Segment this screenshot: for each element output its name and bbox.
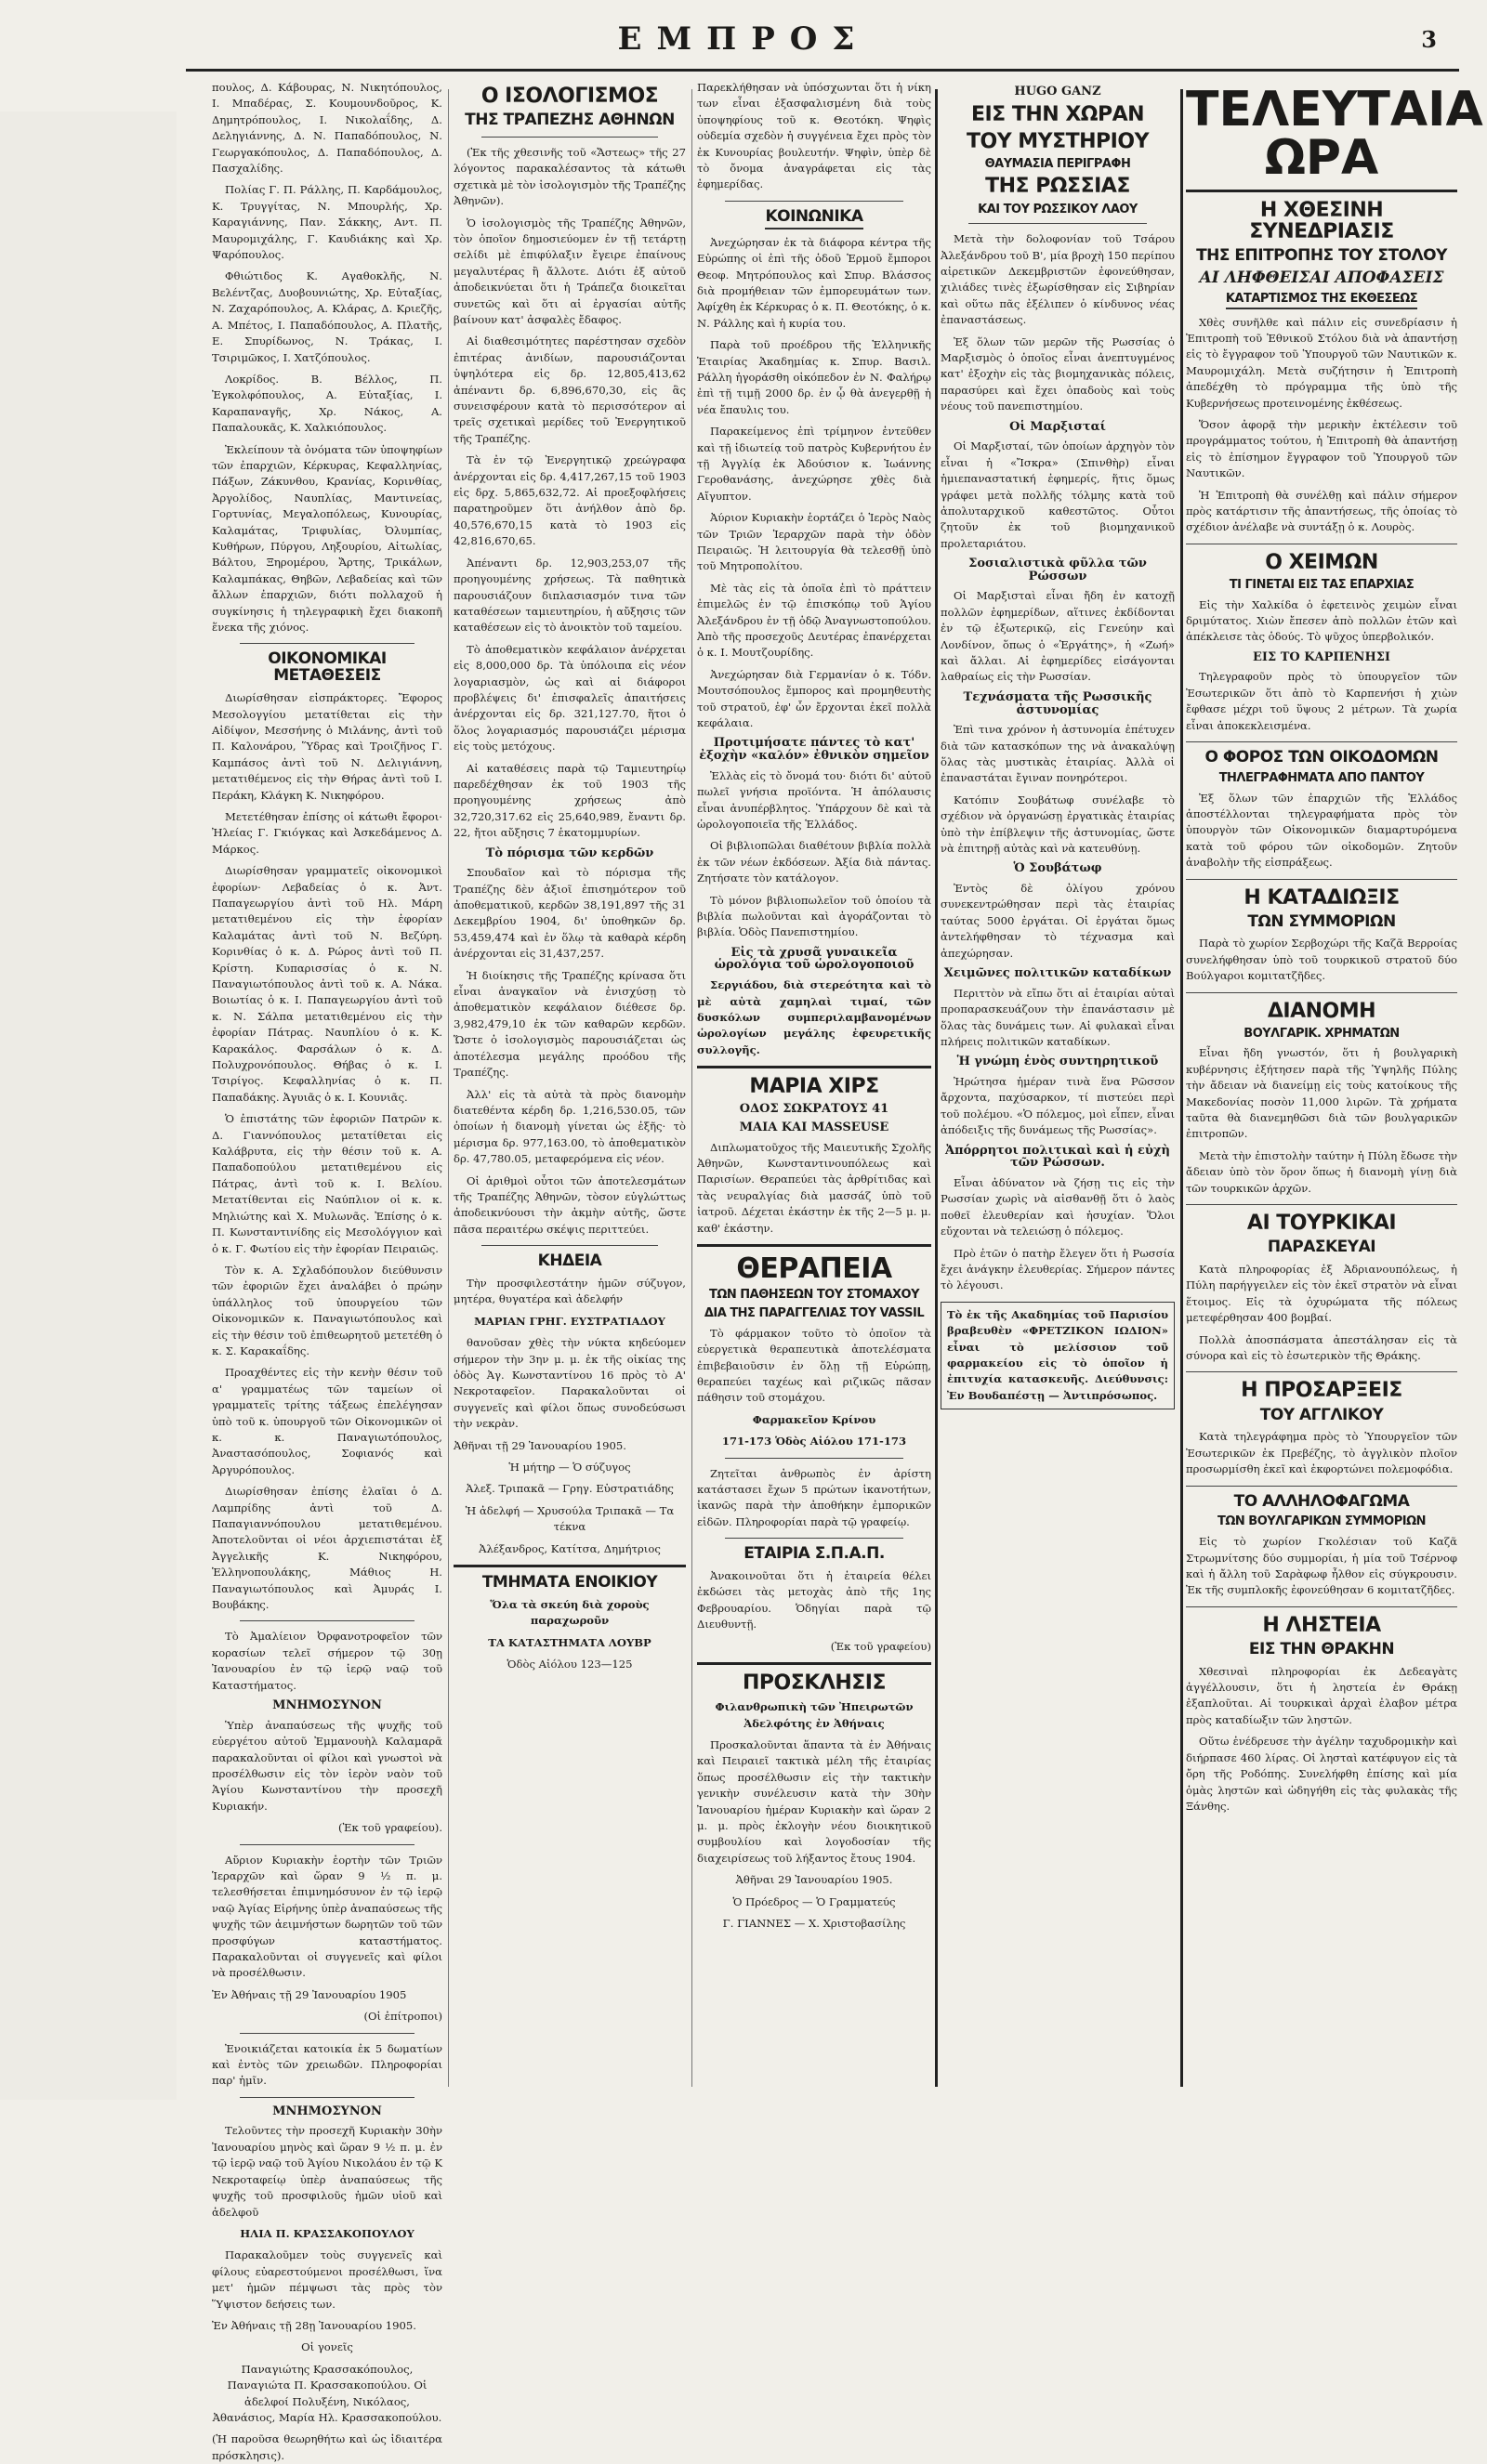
subheadline: ΚΑΙ ΤΟΥ ΡΩΣΣΙΚΟΥ ΛΑΟΥ [978, 202, 1138, 216]
headline [697, 206, 931, 229]
article-text: θανοῦσαν χθὲς τὴν νύκτα κηδεύομεν σήμερον τὴν 3ην μ. μ. ἐκ τῆς οἰκίας της ὁδὸς Ἀγ. Κωνσταντίνου 16 πρὸς τὸ Α' Νεκροταφεῖον. Παρακαλοῦνται οἱ συγγενεῖς καὶ φίλοι ὅπως συνοδεύσωσι τὴν νεκρὰν. [454, 1336, 686, 1431]
article-text: Αὔριον Κυριακὴν ἑορτὴν τῶν Τριῶν Ἱεραρχῶν καὶ ὥραν 9 ½ π. μ. τελεσθήσεται ἐπιμνημόσυνον ἐν τῷ ἱερῷ ναῷ Ἀγίας Εἰρήνης ὑπὲρ ἀναπαύσεως τῆς ψυχῆς τῶν ἀειμνήστων δωρητῶν τοῦ τῶν προσφύγων καταστήματος. Παρακαλοῦνται οἱ συγγενεῖς καὶ φίλοι νὰ προσέλθωσιν. [212, 1853, 442, 1980]
section-heading: Σοσιαλιστικὰ φῦλλα τῶν Ρώσσων [968, 557, 1147, 583]
article-text: Πρὸ ἐτῶν ὁ πατὴρ ἔλεγεν ὅτι ἡ Ρωσσία ἔχει ἀνάγκην ἐλευθερίας. Σήμερον πάντες τὸ λέγουσι. [941, 1246, 1175, 1292]
ad-heading: Εἰς τὰ χρυσᾶ γυναικεῖα ὡρολόγια τοῦ ὡρολογοποιοῦ [714, 945, 915, 973]
article-text: Διωρίσθησαν ἐπίσης ἐλαῖαι ὁ Δ. Λαμπρίδης ἀντὶ τοῦ Δ. Παπαγιαννόπουλου μετατιθεμένου. Ἀποτελοῦνται οἱ νέοι ἀρχιεπιστάται ἐξ Ἀγγελικῆς Κ. Νικηφόρου, Ἑλληνοπουλάκης, Μάθιος Η. Παναγιωτόπουλος καὶ Ἀμυράς Ι. Βουβάκης. [212, 1485, 442, 1612]
separator [481, 1245, 658, 1246]
article-text: Ἐνοικιάζεται κατοικία ἐκ 5 δωματίων καὶ ἐντὸς τῶν χρειωδῶν. Πληροφορίαι παρ' ἡμῖν. [212, 2041, 442, 2088]
article-text: Μετετέθησαν ἐπίσης οἱ κάτωθι ἔφοροι· Ἠλείας Γ. Γκιόγκας καὶ Ἀσκεδάμενος Δ. Μάρκος. [212, 809, 442, 856]
separator [1186, 190, 1457, 192]
section-heading: Ἡ γνώμη ἑνὸς συντηρητικοῦ [956, 1055, 1159, 1069]
article-text: Κατὰ πληροφορίας ἐξ Ἀδριανουπόλεως, ἡ Πύλη παρήγγειλεν εἰς τὸν ἐκεῖ στρατὸν νὰ εἶναι ἕτοιμος. Εἰς τὰ ὀχυρώματα τῆς πόλεως μετεφέρθησαν 400 βομβαί. [1186, 1263, 1457, 1325]
subheadline: ΤΗΛΕΓΡΑΦΗΜΑΤΑ ΑΠΟ ΠΑΝΤΟΥ [1218, 770, 1425, 785]
note: (Ἡ παροῦσα θεωρηθήτω καὶ ὡς ἰδιαιτέρα πρόσκλησις). [212, 2432, 442, 2462]
article-text: Ἐντὸς δὲ ὀλίγου χρόνου συνεκεντρώθησαν περὶ τὰς ἑταιρίας ταύτας 5000 ἐργάται. Οἱ ἐργάται ὅμως ἀντελήφθησαν τὸ τέχνασμα καὶ ἀπεχώρησαν. [941, 882, 1175, 960]
newspaper-title: ΕΜΠΡΟΣ [617, 20, 870, 58]
article-text: Μετὰ τὴν ἐπιστολὴν ταύτην ἡ Πύλη ἔδωσε τὴν ἄδειαν ὑπὸ τὸν ὅρον ὅπως ἡ διανομὴ γίνῃ διὰ τῶν τουρκικῶν ἀρχῶν. [1186, 1148, 1457, 1195]
article-text: Ἐπὶ τινα χρόνον ἡ ἀστυνομία ἐπέτυχεν διὰ τῶν κατασκόπων της νὰ ἀνακαλύψῃ ὅλας τὰς μυστικὰς ἑταιρίας. Ἀλλὰ οἱ ἐπαναστάται ἔγιναν πονηρότεροι. [941, 723, 1175, 785]
signature: Ἀθῆναι 29 Ἰανουαρίου 1905. [735, 1873, 893, 1887]
signature: Ἡ ἀδελφή — Χρυσούλα Τριπακᾶ — Τα τέκνα [465, 1503, 675, 1534]
article-text: Τὸ Ἀμαλίειον Ὀρφανοτροφεῖον τῶν κορασίων τελεῖ σήμερον τῷ 30ῃ Ἰανουαρίου ἐν τῷ ἱερῷ ναῷ τοῦ Καταστήματος. [212, 1630, 442, 1692]
subheadline: ΤΗΣ ΤΡΑΠΕΖΗΣ ΑΘΗΝΩΝ [465, 111, 675, 130]
subheadline-text: ΚΑΤΑΡΤΙΣΜΟΣ ΤΗΣ ΕΚΘΕΣΕΩΣ [1226, 293, 1417, 309]
separator [240, 1620, 415, 1621]
article-text: Κατὰ τηλεγράφημα πρὸς τὸ Ὑπουργεῖον τῶν Ἐσωτερικῶν ἐκ Πρεβέζης, τὸ ἀγγλικὸν πλοῖον προσωρμίσθη ἐκεῖ καὶ ἐκφορτώνει πολεμοφόδια. [1186, 1430, 1457, 1476]
article-text: Σπουδαῖον καὶ τὸ πόρισμα τῆς Τραπέζης δὲν ἀξιοῖ ἐπισημότερον τοῦ ἀποθεματικοῦ, κερδῶν 38,191,897 τῆς 31 Δεκεμβρίου 1904, δι' ὑποθηκῶν δρ. 53,459,474 καὶ ἐν ὅλῳ τὰ καθαρὰ κέρδη ἀνέρχονται εἰς 31,437,257. [454, 866, 686, 961]
headline: ΑΙ ΤΟΥΡΚΙΚΑΙ [1246, 1212, 1397, 1236]
column-divider [448, 89, 449, 2087]
headline: ΠΡΟΣΚΛΗΣΙΣ [743, 1671, 886, 1696]
article-text: Πολλὰ ἀποσπάσματα ἀπεστάλησαν εἰς τὰ σύνορα καὶ εἰς τὸ ἐσωτερικὸν τῆς Θράκης. [1186, 1332, 1457, 1363]
headline: Η ΠΡΟΣΑΡΞΕΙΣ [1241, 1379, 1402, 1403]
boxed-ad: Τὸ ἐκ τῆς Ακαδημίας τοῦ Παρισίου βραβευθὲν «ΦΡΕΤΖΙΚΟΝ ΙΩΔΙΟΝ» εἶναι τὸ μελίσσιον τοῦ φαρμακείου εἰς τὸ ὁποῖον ἡ ἐπιτυχία κατασκευῆς. Διεύθυνσις: Ἐν Βουδαπέστῃ — Ἀντιπρόσωπος. [941, 1302, 1175, 1409]
article-text: Κατόπιν Σουβάτωφ συνέλαβε τὸ σχέδιον νὰ ὀργανώσῃ ἐργατικὰς ἑταιρίας ὑπὸ τὴν ἐπίβλεψιν τῆς ἀστυνομίας, ὥστε νὰ ἐπιτηρῇ αὐτὰς καὶ νὰ κατευθύνῃ. [941, 793, 1175, 855]
separator [1186, 1204, 1457, 1205]
masthead [0, 0, 1487, 80]
subheadline: ΑΙ ΛΗΦΘΕΙΣΑΙ ΑΠΟΦΑΣΕΙΣ [1199, 269, 1444, 288]
ad-headline: ΕΤΑΙΡΙΑ Σ.Π.Α.Π. [744, 1544, 885, 1564]
subheadline [1186, 293, 1457, 309]
ad-text: Ὅλα τὰ σκεύη διὰ χοροὺς παραχωροῦν [490, 1597, 650, 1628]
article-text: Τηλεγραφοῦν πρὸς τὸ ὑπουργεῖον τῶν Ἐσωτερικῶν ὅτι ἀπὸ τὸ Καρπενήσι ἡ χιὼν ἔφθασε μέχρι τοῦ ὕψους 2 μέτρων. Τὰ χωρία εἶναι ἀποκεκλεισμένα. [1186, 670, 1457, 732]
article-text: Ὑπὲρ ἀναπαύσεως τῆς ψυχῆς τοῦ εὐεργέτου αὐτοῦ Ἐμμανουὴλ Καλαμαρᾶ παρακαλοῦνται οἱ φίλοι καὶ γνωστοὶ νὰ προσέλθωσιν εἰς τὸν ἱερὸν ναὸν τοῦ Ἁγίου Κωνσταντίνου τὴν προσεχῆ Κυριακήν. [212, 1718, 442, 1813]
subheadline: ΤΗΣ ΡΩΣΣΙΑΣ [985, 175, 1130, 199]
article-text: Οἱ βιβλιοπῶλαι διαθέτουν βιβλία πολλὰ ἐκ τῶν νέων ἐκδόσεων. Ἀξία διὰ πάντας. Ζητήσατε τὸν κατάλογον. [697, 839, 931, 885]
article-text: Οἱ Μαρξισταί, τῶν ὁποίων ἀρχηγὸν τὸν εἶναι ἡ «Ἴσκρα» (Σπινθὴρ) εἶναι ἡμιεπαναστατική ἐφημερίς, ἥτις ὅμως γράφει μετὰ πολλῆς τόλμης κατὰ τοῦ ἀπολυταρχικοῦ καθεστῶτος. Οὗτοι ζητοῦν ἐκ τοῦ βιομηχανικοῦ προλεταριάτου. [941, 439, 1175, 550]
article-text: Τὸ μόνον βιβλιοπωλεῖον τοῦ ὁποίου τὰ βιβλία πωλοῦνται καὶ ἀγοράζονται τὸ βιβλία. Ὁδὸς Πανεπιστημίου. [697, 893, 931, 939]
article-text: Παρὰ τοῦ προέδρου τῆς Ἑλληνικῆς Ἑταιρίας Ἀκαδημίας κ. Σπυρ. Βασιλ. Ράλλη ἠγοράσθη οἰκόπεδον ἐν Ν. Φαλήρῳ ἐπὶ τῇ τιμῇ 2000 δρ. ἐν ᾧ θὰ ἀνεγερθῇ ἡ νέα ἔπαυλις του. [697, 338, 931, 416]
article-text: Διωρίσθησαν γραμματεῖς οἰκονομικοὶ ἐφορίων· Λεβαδείας ὁ κ. Ἀντ. Παπαγεωργίου ἀντὶ τοῦ Ηλ. Μάρη μετατιθεμένου εἰς τὴν ἐφορίαν Καλαμάτας ἀντὶ τοῦ Ν. Βεζύρη. Κορινθίας ὁ κ. Δ. Ρώρος ἀντὶ τοῦ Π. Κρίστη. Κυπαρισσίας ὁ κ. Ν. Παναγιωτόπουλος ἀντὶ τοῦ κ. Α. Νάκα. Βοιωτίας ὁ κ. Ι. Παπαγεωργίου ἀντὶ τοῦ κ. Ν. Σάλπα μετατιθεμένου εἰς τὴν ἐφορίαν Πάτρας. Ναυπλίου ὁ κ. Κ. Καρακάλος. Φαρσάλων ὁ κ. Δ. Πολυχρονόπουλος. Θήβας ὁ κ. Ι. Τσιρίγος. Κεφαλληνίας ὁ κ. Π. Παπαδάκης. Ἀγυιᾶς ὁ κ. Ι. Κουνιᾶς. [212, 864, 442, 1104]
signature: Ἡ μήτηρ — Ὁ σύζυγος [508, 1461, 631, 1474]
article-text: Χθεσιναὶ πληροφορίαι ἐκ Δεδεαγὰτς ἀγγέλλουσιν, ὅτι ἡ ληστεία ἐν Θράκῃ ἐξαπλοῦται. Αἱ τουρκικαὶ ἀρχαὶ ἐλαβον μέτρα πρὸς καταδίωξιν τῶν ληστῶν. [1186, 1664, 1457, 1726]
headline: ΟΙΚΟΝΟΜΙΚΑΙ ΜΕΤΑΘΕΣΕΙΣ [268, 649, 387, 686]
headline: ΔΙΑΝΟΜΗ [1267, 999, 1376, 1023]
article-text: Ἀπέναντι δρ. 12,903,253,07 τῆς προηγουμένης χρήσεως. Τὰ παθητικὰ παρουσιάζουν διπλασιασμόν τινα τῶν καταθέσεων ταμιευτηρίου, ἡ αὔξησις τῶν καταθέσεων εἰς τὸ ἀνοικτὸν τοῦ ταμείου. [454, 556, 686, 635]
subheadline: ΤΩΝ ΒΟΥΛΓΑΡΙΚΩΝ ΣΥΜΜΟΡΙΩΝ [1217, 1514, 1426, 1529]
separator [240, 2033, 415, 2034]
article-text: Ἀλλ' εἰς τὰ αὐτὰ τὰ πρὸς διανομὴν διατεθέντα κέρδη δρ. 1,216,530.05, τῶν ὁποίων ἡ διανομὴ γίνεται ὡς ἑξῆς· τὸ μέρισμα δρ. 977,163.00, τὸ ἀποθεματικὸν δρ. 47,780.05, μεταφερόμενα εἰς νέον. [454, 1087, 686, 1166]
article-text: Αἱ διαθεσιμότητες παρέστησαν σχεδὸν ἐπιτέρας ἀνιδίων, παρουσιάζονται ὑψηλότερα εἰς δρ. 12,805,413,62 ἀπέναντι δρ. 6,896,670,30, εἰς ἃς συνεισφέρουν κατὰ τὸ περισσότερον αἱ τρεῖς σχετικαὶ μερίδες τοῦ Ἐνεργητικοῦ τῆς Τραπέζης. [454, 334, 686, 445]
headline: Ο ΦΟΡΟΣ ΤΩΝ ΟΙΚΟΔΟΜΩΝ [1204, 748, 1439, 767]
subheadline: ΤΙ ΓΙΝΕΤΑΙ ΕΙΣ ΤΑΣ ΕΠΑΡΧΙΑΣ [1229, 577, 1415, 592]
article-text: Παρεκλήθησαν νὰ ὑπόσχωνται ὅτι ἡ νίκη των εἶναι ἐξασφαλισμένη διὰ τοὺς ὑποψηφίους τοῦ κ. Θεοτόκη. Ψηφὶς οὐδεμία σχεδὸν ἡ συγγένεια ἔχει πρὸς τὸν ἐκ Κυνουρίας βουλευτήν. Ψηφὶν, ὑπὲρ δὲ τὸ ὄνομα ἀναγράφεται εἰς τὰς ἐφημερίδας. [697, 81, 931, 191]
article-text: Τὸ φάρμακον τοῦτο τὸ ὁποῖον τὰ εὐεργετικὰ θεραπευτικὰ ἀποτελέσματα ἐπιβεβαιοῦσιν ἐν ὅλῃ τῇ Εὐρώπῃ, θεραπεύει ταχέως καὶ ριζικῶς πᾶσαν πάθησιν τοῦ στομάχου. [697, 1326, 931, 1405]
ad-name: ΤΑ ΚΑΤΑΣΤΗΜΑΤΑ ΛΟΥΒΡ [488, 1635, 651, 1649]
headline: ΚΗΔΕΙΑ [537, 1252, 602, 1271]
person-name: ΗΛΙΑ Π. ΚΡΑΣΣΑΚΟΠΟΥΛΟΥ [240, 2226, 415, 2240]
article-text: Εἰς τὴν Χαλκίδα ὁ ἐφετεινὸς χειμὼν εἶναι δριμύτατος. Χιὼν ἔπεσεν ἀπὸ πολλῶν ἐτῶν καὶ ἀπέκλεισε τὰς ὁδούς. Τὸ ψῦχος ὑπερβολικόν. [1186, 597, 1457, 644]
article-text: Προαχθέντες εἰς τὴν κενὴν θέσιν τοῦ α' γραμματέως τῶν ταμείων οἱ γραμματεῖς τρίτης τάξεως ἐπελέγησαν ὑπὸ τοῦ κ. ὑπουργοῦ τῶν Οἰκονομικῶν οἱ κ. κ. Παναγιωτόπουλος, Ἀναστασόπουλος, Σοφιανός καὶ Ἀργυρόπουλος. [212, 1366, 442, 1476]
separator [1186, 879, 1457, 880]
subheadline: ΒΟΥΛΓΑΡΙΚ. ΧΡΗΜΑΤΩΝ [1244, 1026, 1400, 1041]
article-text: Οἱ ἀριθμοὶ οὗτοι τῶν ἀποτελεσμάτων τῆς Τραπέζης Ἀθηνῶν, τὸσον εὐγλώττως ἀποδεικνύουσι τὴν ἀκμὴν αὐτῆς, ὥστε πᾶσα περαιτέρω σκέψις περιττεύει. [454, 1173, 686, 1236]
article-text: Αἱ καταθέσεις παρὰ τῷ Ταμιευτηρίῳ παρεδέχθησαν ἐκ τοῦ 1903 τῆς προηγουμένης χρήσεως ἀπὸ 32,720,317.62 εἰς 25,640,989, ἔναντι δρ. 22, ἤτοι αὔξησις 7 ἑκατομμυρίων. [454, 761, 686, 840]
article-subtitle: Φιλανθρωπικὴ τῶν Ἠπειρωτῶν Ἀδελφότης ἐν Ἀθήναις [715, 1700, 914, 1730]
ad-subtitle: ΔΙΑ ΤΗΣ ΠΑΡΑΓΓΕΛΙΑΣ ΤΟΥ VASSIL [704, 1306, 925, 1321]
article-text: Τελοῦντες τὴν προσεχῆ Κυριακὴν 30ὴν Ἰανουαρίου μηνὸς καὶ ὥραν 9 ½ π. μ. ἐν τῷ ἱερῷ ναῷ τοῦ Ἁγίου Νικολάου ἐν τῷ Κ Νεκροταφείῳ ὑπὲρ ἀναπαύσεως τῆς ψυχῆς τοῦ προσφιλοῦς ἡμῶν υἱοῦ καὶ ἀδελφοῦ [212, 2124, 442, 2219]
author-name: HUGO GANZ [1014, 85, 1101, 98]
article-text: Ἡ Ἐπιτροπὴ θὰ συνέλθῃ καὶ πάλιν σήμερον πρὸς κατάρτισιν τῆς ἀπαντήσεως, τῆς ὁποίας τὸ σχέδιον ἀνέλαβε νὰ συντάξῃ ὁ κ. Λουρὸς. [1186, 488, 1457, 534]
separator [697, 1244, 931, 1247]
headline: ΜΝΗΜΟΣΥΝΟΝ [272, 1698, 382, 1713]
signature: Ἀλεξ. Τριπακᾶ — Γρηγ. Εὐστρατιάδης [466, 1482, 674, 1496]
headline: Η ΧΘΕΣΙΝΗ ΣΥΝΕΔΡΙΑΣΙΣ [1249, 199, 1394, 244]
article-text: Περιττὸν νὰ εἴπω ὅτι αἱ ἑταιρίαι αὐταὶ προπαρασκευάζουν τὴν ἐπανάστασιν μὲ ὅλας τὰς δυνάμεις των. Αἱ φυλακαὶ εἶναι πλήρεις πολιτικῶν καταδίκων. [941, 986, 1175, 1048]
column-2 [454, 80, 686, 2096]
headline: ΜΝΗΜΟΣΥΝΟΝ [272, 2104, 382, 2118]
article-text: Ἠρώτησα ἡμέραν τινὰ ἕνα Ρῶσσον ἄρχοντα, παχύσαρκον, τί πιστεύει περὶ τοῦ πολέμου. «Ὁ πόλεμος, μοὶ εἶπεν, εἶναι ἀπόδειξις τῆς δυνάμεως τῆς Ρωσσίας». [941, 1074, 1175, 1137]
ad-heading: Προτιμήσατε πάντες τὸ κατ' ἐξοχὴν «καλόν» ἐθνικὸν σημεῖον [699, 736, 929, 764]
separator [454, 1565, 686, 1567]
article-text: Προσκαλοῦνται ἅπαντα τὰ ἐν Ἀθήναις καὶ Πειραιεῖ τακτικὰ μέλη τῆς ἐταιρίας ὅπως προσέλθωσιν εἰς τὴν τακτικὴν γενικὴν συνέλευσιν κατὰ τὴν 30ὴν Ἰανουαρίου ἡμέραν Κυριακὴν καὶ ὥραν 2 μ. μ. πρὸς ἐκλογὴν νέου διοικητικοῦ συμβουλίου καὶ λογοδοσίαν τῆς διαχειρίσεως τοῦ λήξαντος ἔτους 1904. [697, 1737, 931, 1865]
article-text: Ἐκλείπουν τὰ ὀνόματα τῶν ὑποψηφίων τῶν ἐπαρχιῶν, Κέρκυρας, Κεφαλληνίας, Πάξων, Ζάκυνθου, Κρανίας, Κορινθίας, Ἀργολίδος, Ναυπλίας, Μαντινείας, Γορτυνίας, Μεγαλοπόλεως, Κυνουρίας, Καλαμάτας, Τριφυλίας, Ὀλυμπίας, Κυθήρων, Πύργου, Ληξουρίου, Αἰτωλίας, Βάλτου, Ξηρομέρου, Ἄρτης, Τρικάλων, Καλαμπάκας, Θηβῶν, Λεβαδείας καὶ τῶν ἄλλων ἐπαρχιῶν, διότι πολλαχοῦ ἡ συγκίνησις ἡ τηλεγραφικὴ ἔχει διακοπῆ ἕνεκα τῆς χιόνος. [212, 442, 442, 634]
signature: Παναγιώτης Κρασσακόπουλος, Παναγιώτα Π. Κρασσακοπούλου. Οἱ ἀδελφοί Πολυξένη, Νικόλαος, Ἀθανάσιος, Μαρία Ηλ. Κρασσακοπούλου. [212, 2362, 442, 2424]
signature: Ὁ Πρόεδρος — Ὁ Γραμματεύς [732, 1894, 896, 1908]
article-text: Ἡ διοίκησις τῆς Τραπέζης κρίνασα ὅτι εἶναι ἀναγκαῖον νὰ ἐνισχύσῃ τὸ ἀποθεματικὸν κεφάλαιον διέθεσε δρ. 3,982,479,10 ἐκ τῶν καθαρῶν κερδῶν. Ὥστε ὁ ἰσολογισμὸς παρουσιάζεται ὡς ἀποτέλεσμα μεγάλης προόδου τῆς Τραπέζης. [454, 968, 686, 1080]
column-divider [691, 89, 692, 2087]
masthead-rule [186, 69, 1459, 72]
separator [1186, 992, 1457, 993]
article-text: Πολίας Γ. Π. Ράλλης, Π. Καρδάμουλος, Κ. Τρυγγίτας, Ν. Μπουρλής, Χρ. Καραγιάννης, Παν. Σάκκης, Αντ. Π. Μαυρομιχάλης, Γ. Καυδιάκης καὶ Χρ. Ψαρόπουλος. [212, 183, 442, 262]
column-divider [1180, 89, 1183, 2087]
separator [240, 1844, 415, 1845]
subheadline: ΕΙΣ ΤΗΝ ΘΡΑΚΗΝ [1248, 1639, 1395, 1658]
article-text: Ἐξ ὅλων τῶν μερῶν τῆς Ρωσσίας ὁ Μαρξισμὸς ὁ ὁποῖος εἶναι ἀνεπτυγμένος κατ' ἐξοχὴν εἰς τὰς βιομηχανικὰς πόλεις, παρασύρει καὶ ἔχει ὀπαδοὺς καὶ τοὺς νέους τοῦ πανεπιστημίου. [941, 334, 1175, 413]
headline: Η ΛΗΣΤΕΙΑ [1262, 1613, 1381, 1637]
ad-subtitle: ΜΑΙΑ ΚΑΙ MASSEUSE [739, 1120, 889, 1134]
ad-address: 171-173 Ὁδὸς Αἰόλου 171-173 [721, 1435, 907, 1448]
separator [481, 137, 658, 138]
section-heading: Τεχνάσματα τῆς Ρωσσικῆς ἀστυνομίας [963, 689, 1152, 717]
subheadline: ΤΟΥ ΑΓΓΛΙΚΟΥ [1259, 1405, 1384, 1424]
separator [725, 201, 903, 202]
headline: ΤΟ ΑΛΛΗΛΟΦΑΓΩΜΑ [1233, 1491, 1410, 1511]
article-text: Μὲ τὰς εἰς τὰ ὁποῖα ἐπὶ τὸ πράττειν ἐπιμελῶς ἐν τῷ ἐπισκόπῳ τοῦ Ἁγίου Ἀλεξάνδρου ἐν τῇ ὁδῷ Ἀναγνωστοπούλου. Ἀπὸ τῆς προσεχοῦς Δευτέρας ἐπανέρχεται ὁ κ. Ι. Μουτζουρίδης. [697, 581, 931, 660]
article-text: Ζητεῖται ἀνθρωπὸς ἐν ἀρίστη κατάστασει ἔχων 5 πρώτων ἱκανοτήτων, ἰκανῶς παρὰ τὴν ἀποθήκην ἐμπορικῶν εἰδῶν. Πληροφορίαι παρὰ τῷ γραφείῳ. [697, 1466, 931, 1528]
column-5 [1186, 80, 1483, 2096]
ad-name: Φαρμακεῖον Κρίνου [752, 1412, 876, 1426]
article-text: Σεργιάδου, διὰ στερεότητα καὶ τὸ μὲ αὐτὰ χαμηλαὶ τιμαί, τῶν δυσκόλων συμπεριλαμβανομένων ὡρολογίων μεγάλης ἐφευρετικῆς συλλογῆς. [697, 978, 931, 1056]
headline: ΤΟΥ ΜΥΣΤΗΡΙΟΥ [966, 129, 1149, 153]
article-text: πουλος, Δ. Κάβουρας, Ν. Νικητόπουλος, Ι. Μπαδέρας, Σ. Κουμουνδοῦρος, Κ. Δημητρόπουλος, Ι. Νικολαΐδης, Δ. Δεληγιάννης, Δ. Ν. Παπαδόπουλος, Ν. Γεωργακόπουλος, Δ. Παπαδόπουλος, Δ. Πασχαλίδης. [212, 81, 442, 176]
banner-headline: ΤΕΛΕΥΤΑΙΑ ΩΡΑ [1186, 82, 1483, 186]
headline: ΕΙΣ ΤΗΝ ΧΩΡΑΝ [970, 102, 1145, 126]
article-text: Εἰς τὸ χωρίον Γκολέσιαν τοῦ Καζᾶ Στρωμνίτσης δύο συμμορίαι, ἡ μία τοῦ Τσέρνοφ καὶ ἡ ἄλλη τοῦ Σαρὰφωφ ἦλθον εἰς σύγκρουσιν. Ἐκ τῆς συμπλοκῆς ἐφονεύθησαν 6 κομιτατζῆδες. [1186, 1535, 1457, 1597]
article-text: Παρακαλοῦμεν τοὺς συγγενεῖς καὶ φίλους εὐαρεστούμενοι προσέλθωσι, ἵνα μετ' ἡμῶν πέμψωσι τὰς πρὸς τὸν Ὕψιστον δεήσεις των. [212, 2248, 442, 2311]
page-number: 3 [1421, 26, 1437, 53]
article-text: Οἱ Μαρξισταὶ εἶναι ἤδη ἐν κατοχῇ πολλῶν ἐφημερίδων, αἵτινες ἐκδίδονται ἐν τῷ ἐξωτερικῷ, εἰς Γενεύην καὶ Λονδίνον, ὅπως ὁ «Ἐργάτης», ἡ «Ζωή» καὶ ἄλλαι. Αἱ ἐφημερίδες εἰσάγονται λαθραίως εἰς τὴν Ρωσσίαν. [941, 589, 1175, 684]
headline: Ο ΙΣΟΛΟΓΙΣΜΟΣ [480, 85, 659, 108]
section-heading: ΕΙΣ ΤΟ ΚΑΡΠΕΝΗΣΙ [1252, 649, 1390, 664]
signature: Ἐν Ἀθήναις τῇ 29 Ἰανουαρίου 1905 [212, 1987, 407, 2001]
article-text: Τὸ ἀποθεματικὸν κεφάλαιον ἀνέρχεται εἰς 8,000,000 δρ. Τὰ ὑπόλοιπα εἰς νέον λογαριασμὸν, ὡς καὶ αἱ διάφοροι προβλέψεις δι' ἐπισφαλεῖς ἀπαιτήσεις ἀνέρχονται εἰς δρ. 321,127.70, ἥτοι ὁ ὅλος λογαριασμός παρουσιάζει μέρισμα εἰς τοὺς μετόχους. [454, 642, 686, 754]
article-text: Φθιώτιδος Κ. Αγαθοκλῆς, Ν. Βελέντζας, Δυοβουνιώτης, Χρ. Εὐταξίας, Ν. Ζαχαρόπουλος, Α. Κλάρας, Δ. Κριεζῆς, Α. Μπέτος, Ι. Παπαδόπουλος, Α. Πλατῆς, Ε. Σπυρίδωνος, Ν. Τράκας, Ι. Τσιριμῶκος, Ι. Χατζόπουλος. [212, 269, 442, 364]
subheadline: ΠΑΡΑΣΚΕΥΑΙ [1267, 1238, 1376, 1257]
ad-address: Ὁδὸς Αἰόλου 123—125 [507, 1658, 633, 1671]
article-text: Ἀνεχώρησαν ἐκ τὰ διάφορα κέντρα τῆς Εὐρώπης οἱ ἐπὶ τῆς ὁδοῦ Ἑρμοῦ ἔμποροι Θεοφ. Μητρόπουλος καὶ Σπυρ. Βλάσσος διὰ προμήθειαν τῶν ἐμπορευμάτων των. Ἀφίχθη ἐκ Κέρκυρας ὁ κ. Π. Θεοτόκης, ὁ κ. Ν. Ράλλης καὶ ἡ κυρία του. [697, 235, 931, 330]
column-divider [935, 89, 938, 2087]
article-text: Τὸν κ. Α. Σχλαδόπουλον διεύθυνσιν τῶν ἐφοριῶν ἔχει ἀναλάβει ὁ πρώην ὑπάλληλος τοῦ ὑπουργείου τῶν Οἰκονομικῶν κ. Παναγιωτόπουλος καὶ εἰς τὴν θέσιν τοῦ ἐπιθεωρητοῦ μετετέθη ὁ κ. Σ. Καρακαΐδης. [212, 1263, 442, 1357]
headline: Η ΚΑΤΑΔΙΩΞΙΣ [1244, 885, 1400, 910]
article-text: Διωρίσθησαν εἰσπράκτορες. Ἔφορος Μεσολογγίου μετατίθεται εἰς τὴν Αἰδίψον, Μεσσήνης ὁ Μιλάνης, ἀντὶ τοῦ Π. Καλονάρου, Ὕδρας καὶ Τροιζῆνος Γ. Καμπάσος ἀντὶ τοῦ Ν. Δελιγιάννη, μετατιθέμενος εἰς τὴν Θήρας ἀντὶ τοῦ Ι. Περάκη, Κλάγκη Κ. Νικηφόρου. [212, 691, 442, 802]
article-text: Χθὲς συνῆλθε καὶ πάλιν εἰς συνεδρίασιν ἡ Ἐπιτροπὴ τοῦ Ἐθνικοῦ Στόλου διὰ νὰ ἀπαντήσῃ εἰς τὸ ἔγγραφον τοῦ Ὑπουργοῦ τῶν Ναυτικῶν κ. Μαυρομιχάλη. Μετὰ συζήτησιν ἡ Ἐπιτροπὴ ἀπεδέχθη τὸ πρόγραμμα τῆς ὑπὸ τῆς Κυβερνήσεως προτεινομένης ἐκθέσεως. [1186, 315, 1457, 410]
article-text: Τὴν προσφιλεστάτην ἡμῶν σύζυγον, μητέρα, θυγατέρα καὶ ἀδελφήν [454, 1277, 686, 1306]
article-text: Εἶναι ἤδη γνωστόν, ὅτι ἡ βουλγαρικὴ κυβέρνησις ἐξήτησεν παρὰ τῆς Ὑψηλῆς Πύλης τὴν ἄδειαν νὰ διανείμῃ εἰς τοὺς κατοίκους τῆς Μακεδονίας ποσὸν 11,000 λιρῶν. Τὰ χρήματα ταῦτα θὰ διανεμηθῶσι διὰ τῶν βουλγαρικῶν ἐπιτροπῶν. [1186, 1046, 1457, 1141]
signature: Γ. ΓΙΑΝΝΕΣ — Χ. Χριστοβασίλης [722, 1917, 906, 1931]
subheadline: ΤΩΝ ΣΥΜΜΟΡΙΩΝ [1247, 911, 1396, 931]
ad-headline: ΜΑΡΙΑ ΧΙΡΣ [749, 1075, 879, 1099]
article-text: Μετὰ τὴν δολοφονίαν τοῦ Τσάρου Ἀλεξάνδρου τοῦ Β', μία βροχὴ 150 περίπου αἰρετικῶν Δεκεμβριστῶν ἐφονεύθησαν, χιλιάδες τινὲς ἐξωρίσθησαν εἰς Σιβηρίαν καὶ οὕτω πᾶς ἐξέλιπεν ὁ κίνδυνος νέας ἐπαναστάσεως. [941, 232, 1175, 327]
article-text: Ἀνεχώρησαν διὰ Γερμανίαν ὁ κ. Τόδν. Μουτσόπουλος ἔμπορος καὶ προμηθευτὴς τοῦ στρατοῦ, ἐφ' ὧν ἔρχονται ἐκεῖ πολλὰ κεφάλαια. [697, 667, 931, 730]
article-text: Ἀνακοινοῦται ὅτι ἡ ἑταιρεία θέλει ἐκδώσει τὰς μετοχὰς ἀπὸ τῆς 1ης Φεβρουαρίου. Ὁδηγίαι παρὰ τῷ Διευθυντῇ. [697, 1569, 931, 1632]
separator [1186, 741, 1457, 742]
separator [725, 1458, 903, 1459]
page-margin-shade [0, 111, 177, 2100]
signature: Ἀλέξανδρος, Κατίτσα, Δημήτριος [479, 1541, 661, 1555]
separator [240, 2097, 415, 2098]
headline-text: ΚΟΙΝΩΝΙΚΑ [765, 209, 862, 229]
ad-address: ΟΔΟΣ ΣΩΚΡΑΤΟΥΣ 41 [739, 1102, 889, 1117]
separator [697, 1662, 931, 1665]
article-text: Τὰ ἐν τῷ Ἐνεργητικῷ χρεώγραφα ἀνέρχονται εἰς δρ. 4,417,267,15 τοῦ 1903 εἰς δρχ. 5,865,632,72. Αἱ προεξοφλήσεις παρατηροῦμεν ὅτι ἀνήλθον ἀπὸ δρ. 40,576,670,15 κατὰ τὸ 1903 εἰς 42,816,670,65. [454, 453, 686, 548]
separator [1186, 1486, 1457, 1487]
article-text: Οὕτω ἐνέδρευσε τὴν ἀγέλην ταχυδρομικὴν καὶ διήρπασε 460 λίρας. Οἱ λησταὶ κατέφυγον εἰς τὰ ὄρη τῆς Ροδόπης. Συνελήφθη ἐπίσης καὶ μία ὁμὰς ληστῶν καὶ ὡδηγήθη εἰς τὰς φυλακὰς τῆς Ξάνθης. [1186, 1735, 1457, 1813]
article-text: Ἐξ ὅλων τῶν ἐπαρχιῶν τῆς Ἑλλάδος ἀποστέλλονται τηλεγραφήματα πρὸς τὸν ὑπουργὸν τῶν Οἰκονομικῶν διαμαρτυρόμενα κατὰ τοῦ φόρου τῶν οἰκοδομῶν. Ζητοῦν ἀναβολὴν τῆς εἰσπράξεως. [1186, 791, 1457, 870]
signature: Ἐν Ἀθήναις τῇ 28ῃ Ἰανουαρίου 1905. [212, 2318, 416, 2332]
article-text: Παρακείμενος ἐπὶ τρίμηνον ἐντεῦθεν καὶ τῇ ἰδιωτείᾳ τοῦ πατρὸς Κυβερνήτου ἐν τῇ Ἀγγλίᾳ ἐκ Ἀδούσιον κ. Ἰωάννης Γεροθανάσης, ἀνεχώρησε χθὲς διὰ Αἴγυπτον. [697, 425, 931, 503]
column-4 [941, 80, 1175, 2096]
article-text: Παρὰ τὸ χωρίον Σερβοχώρι τῆς Καζᾶ Βερροίας συνελήφθησαν ὑπὸ τοῦ τουρκικοῦ στρατοῦ δύο Βούλγαροι κομιτατζῆδες. [1186, 937, 1457, 983]
section-heading: Χειμῶνες πολιτικῶν καταδίκων [943, 966, 1172, 981]
separator [968, 223, 1147, 224]
signature: Ἀθῆναι τῇ 29 Ἰανουαρίου 1905. [454, 1438, 626, 1452]
article-text: Διπλωματοῦχος τῆς Μαιευτικῆς Σχολῆς Ἀθηνῶν, Κωνσταντινουπόλεως καὶ Παρισίων. Θεραπεύει τὰς ἀρθρίτιδας καὶ τὰς νευραλγίας διὰ μασσάζ ὑπὸ τοῦ ἰατροῦ. Δέχεται ἑκάστην ἐκ τῆς 2—5 μ. μ. καθ' ἑκάστην. [697, 1140, 931, 1235]
subheadline: ΤΗΣ ΕΠΙΤΡΟΠΗΣ ΤΟΥ ΣΤΟΛΟΥ [1196, 246, 1447, 266]
article-text: Ἐλλὰς εἰς τὸ ὄνομά του· διότι δι' αὐτοῦ πωλεῖ γνήσια προϊόντα. Ἡ ἀπόλαυσις εἶναι ἀνυπέρβλητος. Ὑπάρχουν δὲ καὶ τὰ ὡρολογοποιεῖα τῆς Ἑλλάδος. [697, 768, 931, 831]
article-text: Ὁ ἰσολογισμὸς τῆς Τραπέζης Ἀθηνῶν, τὸν ὁποῖον δημοσιεύομεν ἐν τῇ τετάρτῃ σελίδι μὲ ἐπιφύλαξιν ἔγειρε ἐπαίνους μεγαλυτέρας ἢ ἄλλοτε. Διότι ἐξ αὐτοῦ ἀποδεικνύεται ὅτι ἡ Τράπεζα διοικεῖται συνετῶς καὶ ὅτι αἱ ἐργασίαι αὐτῆς βαίνουν κατ' ἀσφαλὲς ἔδαφος. [454, 216, 686, 326]
article-text: Ὁ ἐπιστάτης τῶν ἐφοριῶν Πατρῶν κ. Δ. Γιαννόπουλος μετατίθεται εἰς Καλάβρυτα, εἰς τὴν θέσιν τοῦ κ. Α. Παπαδοπούλου μετατιθεμένου εἰς Πάτρας, ἀντὶ τοῦ κ. Ι. Βελίου. Μετατίθενται εἰς Ναύπλιον οἱ κ. κ. Μηλιώτης καὶ Χ. Μυλωνᾶς. Ἐπίσης ὁ κ. Π. Κωνσταντινίδης εἰς Μεσολόγγιον καὶ ὁ κ. Γ. Φωτίου εἰς τὴν ἐφορίαν Πειραιῶς. [212, 1112, 442, 1255]
article-text: Ἀύριον Κυριακὴν ἑορτάζει ὁ Ἱερὸς Ναὸς τῶν Τριῶν Ἱεραρχῶν παρὰ τὴν ὁδὸν Πειραιῶς. Ἡ λειτουργία θὰ τελεσθῇ ὑπὸ τοῦ Μητροπολίτου. [697, 511, 931, 573]
section-heading: Οἱ Μαρξισταί [1009, 419, 1106, 434]
section-heading: Τὸ πόρισμα τῶν κερδῶν [485, 845, 654, 860]
separator [725, 1538, 903, 1539]
ad-subtitle: ΤΩΝ ΠΑΘΗΣΕΩΝ ΤΟΥ ΣΤΟΜΑΧΟΥ [708, 1288, 920, 1303]
signature: (Ἐκ τοῦ γραφείου). [338, 1821, 442, 1835]
column-1 [212, 80, 442, 2462]
person-name: ΜΑΡΙΑΝ ΓΡΗΓ. ΕΥΣΤΡΑΤΙΑΔΟΥ [474, 1314, 665, 1328]
separator [240, 643, 415, 644]
separator [1186, 1371, 1457, 1372]
column-3 [697, 80, 931, 2096]
signature: Οἱ γονεῖς [301, 2340, 353, 2354]
article-text: Ὅσον ἀφορᾷ τὴν μερικὴν ἐκτέλεσιν τοῦ προγράμματος τούτου, ἡ Ἐπιτροπὴ θὰ ἀπαντήσῃ εἰς τὸ ἐπίσημον ἔγγραφον τοῦ Ὑπουργοῦ τῶν Ναυτικῶν. [1186, 417, 1457, 480]
section-heading: Ὁ Σουβάτωφ [1013, 861, 1102, 876]
ad-headline: ΘΕΡΑΠΕΙΑ [736, 1252, 892, 1285]
signature: (Οἱ ἐπίτροποι) [363, 2010, 442, 2024]
headline: ΤΜΗΜΑΤΑ ΕΝΟΙΚΙΟΥ [481, 1573, 658, 1592]
article-text: Εἶναι ἀδύνατον νὰ ζήσῃ τις εἰς τὴν Ρωσσίαν χωρὶς νὰ αἰσθανθῇ ὅτι ὁ λαὸς ποθεῖ ἐλευθερίαν καὶ ἡσυχίαν. Ὅλοι εὔχονται νὰ τελειώσῃ ὁ πόλεμος. [941, 1175, 1175, 1239]
section-heading: Ἀπόρρητοι πολιτικαὶ καὶ ἡ εὐχὴ τῶν Ρώσσων. [945, 1143, 1170, 1171]
signature: (Ἐκ τοῦ γραφείου) [830, 1639, 931, 1653]
article-text: (Ἐκ τῆς χθεσινῆς τοῦ «Ἄστεως» τῆς 27 λόγοντος παρακαλέσαντος τὰ κάτωθι σχετικὰ μὲ τὸν ἰσολογισμὸν τῆς Τραπέζης Ἀθηνῶν). [454, 145, 686, 208]
headline: Ο ΧΕΙΜΩΝ [1265, 550, 1378, 574]
separator [1186, 1606, 1457, 1607]
subheadline: ΘΑΥΜΑΣΙΑ ΠΕΡΙΓΡΑΦΗ [984, 156, 1131, 171]
separator [697, 1066, 931, 1068]
article-text: Λοκρίδος. Β. Βέλλος, Π. Ἐγκολφόπουλος, Α. Εὐταξίας, Ι. Καραπαναγῆς, Χρ. Νάκος, Α. Παπαλουκᾶς, Κ. Χαλκιόπουλος. [212, 372, 442, 435]
